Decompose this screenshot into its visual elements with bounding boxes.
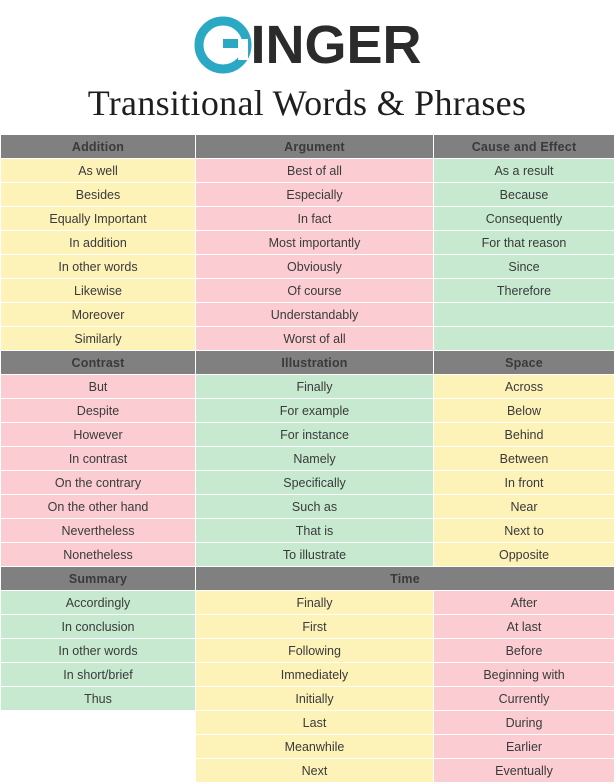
- cell-time-b-4: Beginning with: [434, 663, 614, 687]
- table-row: [1, 351, 614, 375]
- cell-time-5: Initially: [196, 687, 434, 711]
- cell-time-b-3: Before: [434, 639, 614, 663]
- cell-time-b-2: At last: [434, 615, 614, 639]
- cell-contrast-2: Despite: [1, 399, 196, 423]
- cell-addition-3: Equally Important: [1, 207, 196, 231]
- cell-argument-3: In fact: [196, 207, 434, 231]
- cell-summary-8: [1, 759, 196, 783]
- transition-words-table: [0, 134, 614, 783]
- cell-cause-8: [434, 327, 614, 351]
- table-row: [1, 591, 614, 615]
- cell-summary-7: [1, 735, 196, 759]
- ginger-g-icon: [192, 14, 254, 76]
- table-row: [1, 663, 614, 687]
- table-row: [1, 423, 614, 447]
- cell-space-3: Behind: [434, 423, 614, 447]
- brand-name: INGER: [250, 18, 421, 72]
- cell-time-b-8: Eventually: [434, 759, 614, 783]
- cell-argument-5: Obviously: [196, 255, 434, 279]
- cell-time-b-5: Currently: [434, 687, 614, 711]
- cell-illustration-1: Finally: [196, 375, 434, 399]
- cell-summary-2: In conclusion: [1, 615, 196, 639]
- cell-addition-6: Likewise: [1, 279, 196, 303]
- cell-space-1: Across: [434, 375, 614, 399]
- cell-summary-6: [1, 711, 196, 735]
- cell-argument-8: Worst of all: [196, 327, 434, 351]
- table-row: [1, 183, 614, 207]
- cell-argument-6: Of course: [196, 279, 434, 303]
- cell-argument-1: Best of all: [196, 159, 434, 183]
- table-row: [1, 135, 614, 159]
- cell-addition-7: Moreover: [1, 303, 196, 327]
- cell-contrast-4: In contrast: [1, 447, 196, 471]
- brand-header: [0, 0, 614, 82]
- table-row: [1, 159, 614, 183]
- table-row: [1, 759, 614, 783]
- cell-addition-1: As well: [1, 159, 196, 183]
- cell-cause-7: [434, 303, 614, 327]
- cell-contrast-7: Nevertheless: [1, 519, 196, 543]
- cell-cause-6: Therefore: [434, 279, 614, 303]
- section-header-time: Time: [196, 567, 614, 591]
- cell-argument-7: Understandably: [196, 303, 434, 327]
- cell-illustration-2: For example: [196, 399, 434, 423]
- cell-cause-1: As a result: [434, 159, 614, 183]
- table-row: [1, 447, 614, 471]
- table-row: [1, 279, 614, 303]
- table-row: [1, 303, 614, 327]
- ginger-logo: [192, 14, 421, 76]
- cell-summary-1: Accordingly: [1, 591, 196, 615]
- cell-cause-2: Because: [434, 183, 614, 207]
- table-row: [1, 399, 614, 423]
- table-row: [1, 615, 614, 639]
- cell-space-2: Below: [434, 399, 614, 423]
- cell-cause-3: Consequently: [434, 207, 614, 231]
- cell-illustration-8: To illustrate: [196, 543, 434, 567]
- cell-time-b-6: During: [434, 711, 614, 735]
- section-header-illustration: Illustration: [196, 351, 434, 375]
- section-header-contrast: Contrast: [1, 351, 196, 375]
- table-row: [1, 375, 614, 399]
- section-header-summary: Summary: [1, 567, 196, 591]
- cell-summary-3: In other words: [1, 639, 196, 663]
- cell-time-7: Meanwhile: [196, 735, 434, 759]
- section-header-cause-and-effect: Cause and Effect: [434, 135, 614, 159]
- section-header-argument: Argument: [196, 135, 434, 159]
- cell-contrast-3: However: [1, 423, 196, 447]
- table-row: [1, 207, 614, 231]
- cell-illustration-4: Namely: [196, 447, 434, 471]
- cell-contrast-8: Nonetheless: [1, 543, 196, 567]
- cell-illustration-7: That is: [196, 519, 434, 543]
- cell-summary-5: Thus: [1, 687, 196, 711]
- section-header-addition: Addition: [1, 135, 196, 159]
- cell-space-6: Near: [434, 495, 614, 519]
- table-row: [1, 255, 614, 279]
- cell-space-4: Between: [434, 447, 614, 471]
- section-header-space: Space: [434, 351, 614, 375]
- cell-time-2: First: [196, 615, 434, 639]
- cell-argument-4: Most importantly: [196, 231, 434, 255]
- table-row: [1, 519, 614, 543]
- cell-time-4: Immediately: [196, 663, 434, 687]
- cell-contrast-6: On the other hand: [1, 495, 196, 519]
- cell-time-b-1: After: [434, 591, 614, 615]
- cell-space-5: In front: [434, 471, 614, 495]
- cell-contrast-5: On the contrary: [1, 471, 196, 495]
- cell-cause-5: Since: [434, 255, 614, 279]
- cell-contrast-1: But: [1, 375, 196, 399]
- cell-cause-4: For that reason: [434, 231, 614, 255]
- table-row: [1, 471, 614, 495]
- cell-space-7: Next to: [434, 519, 614, 543]
- table-row: [1, 543, 614, 567]
- cell-addition-8: Similarly: [1, 327, 196, 351]
- page-title: Transitional Words & Phrases: [0, 82, 614, 134]
- cell-illustration-3: For instance: [196, 423, 434, 447]
- table-row: [1, 639, 614, 663]
- cell-addition-5: In other words: [1, 255, 196, 279]
- cell-illustration-6: Such as: [196, 495, 434, 519]
- cell-addition-2: Besides: [1, 183, 196, 207]
- cell-argument-2: Especially: [196, 183, 434, 207]
- cell-time-6: Last: [196, 711, 434, 735]
- cell-time-8: Next: [196, 759, 434, 783]
- table-row: [1, 711, 614, 735]
- cell-time-3: Following: [196, 639, 434, 663]
- table-row: [1, 735, 614, 759]
- table-row: [1, 567, 614, 591]
- cell-time-b-7: Earlier: [434, 735, 614, 759]
- table-row: [1, 231, 614, 255]
- cell-space-8: Opposite: [434, 543, 614, 567]
- cell-summary-4: In short/brief: [1, 663, 196, 687]
- cell-time-1: Finally: [196, 591, 434, 615]
- cell-addition-4: In addition: [1, 231, 196, 255]
- table-row: [1, 327, 614, 351]
- table-row: [1, 687, 614, 711]
- cell-illustration-5: Specifically: [196, 471, 434, 495]
- table-row: [1, 495, 614, 519]
